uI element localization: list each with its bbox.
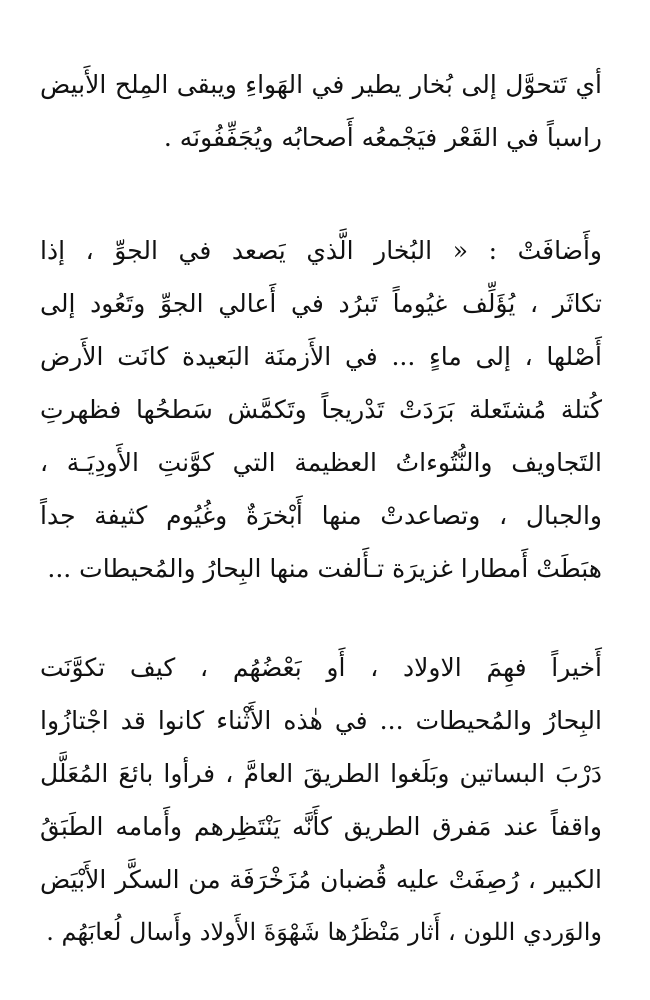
text-line: التَجاويف والنُّتُوءاتُ العظيمة التي كوَّنتِ الأَودِيَـة ، [40,448,602,477]
text-line: والجبال ، وتصاعدتْ منها أَبْخرَةٌ وغُيُوم كثيفة جداً [40,501,602,530]
text-line: وأَضافَتْ : « البُخار الَّذي يَصعد في الجوِّ ، إذا [40,236,602,265]
text-line: أَخيراً فهِمَ الاولاد ، أَو بَعْضُهُم ، كيف تكوَّنَت [40,653,602,682]
text-line: والوَردي اللون ، أَثار مَنْظَرُها شَهْوَةَ الأَولاد وأَسال لُعابَهُم . [46,918,602,946]
text-line: تكاثَر ، يُؤَلِّف غيُوماً تَبرُد في أَعالي الجوِّ وتَعُود إلى [40,289,602,318]
paragraph-1 [40,58,602,164]
text-line: راسباً في القَعْر فيَجْمعُه أَصحابُه ويُجَفِّفُونَه . [163,123,602,152]
text-line: كُتلة مُشتَعلة بَرَدَتْ تَدْريجاً وتَكمَّش سَطحُها فظهرتِ [40,395,602,424]
paragraph-3 [40,641,602,959]
text-line: هبَطَتْ أَمطارا غزيرَة تـأَلفت منها البِحارُ والمُحيطات ... [47,554,602,583]
text-line: دَرْبَ البساتين وبَلَغوا الطريقَ العامَّ ، فرأوا بائعَ المُعَلَّل [40,759,602,788]
paragraph-2 [40,224,602,595]
text-line: واقفاً عند مَفرق الطريق كأَنَّه يَنْتَظِرهم وأَمامه الطَبَقُ [40,812,602,841]
text-line: أي تَتحوَّل إلى بُخار يطير في الهَواءِ ويبقى المِلح الأَبيض [40,70,602,99]
text-line: أَصْلها ، إلى ماءٍ ... في الأَزمنَة البَعيدة كانَت الأَرض [40,342,602,371]
text-line: الكبير ، رُصِفَتْ عليه قُضبان مُزَخْرَفَة من السكَّر الأَبْيَض [40,865,602,894]
text-line: البِحارُ والمُحيطات ... في هٰذه الأَثْناء كانوا قد اجْتازُوا [40,706,602,735]
